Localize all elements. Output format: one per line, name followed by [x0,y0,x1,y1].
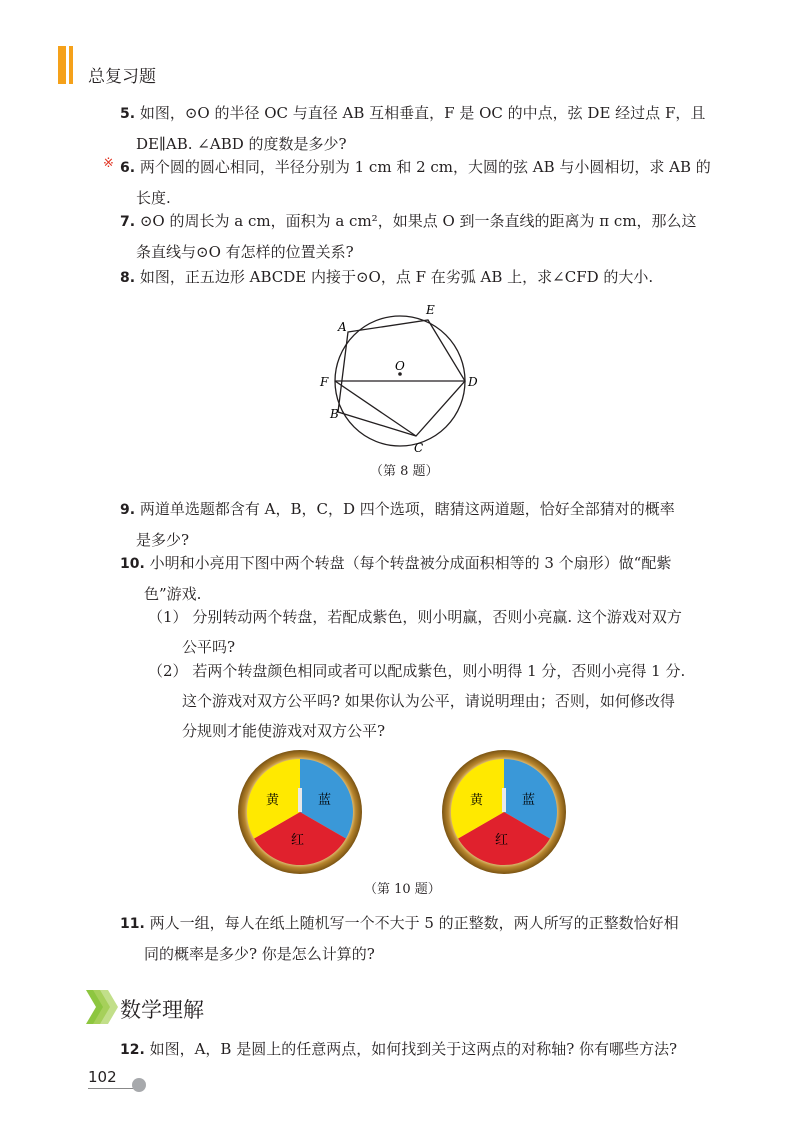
spinner-pointer [502,788,506,812]
question-text: 如图，⊙O 的半径 OC 与直径 AB 互相垂直，F 是 OC 的中点，弦 DE 经过点 F，且 [139,104,706,122]
label-blue: 蓝 [522,793,536,808]
part-text: 公平吗? [182,638,236,656]
label-e: E [426,303,435,317]
question-11 [120,908,720,969]
page-number-underline [88,1088,134,1089]
question-text: ⊙O 的周长为 a cm，面积为 a cm²，如果点 O 到一条直线的距离为 π cm，那么这 [139,212,697,230]
label-blue: 蓝 [318,793,332,808]
question-text: 同的概率是多少? 你是怎么计算的? [144,945,375,963]
label-red: 红 [495,833,509,848]
question-number: 12. [120,1042,145,1058]
question-text: 条直线与⊙O 有怎样的位置关系? [136,243,354,261]
label-yellow: 黄 [266,793,280,808]
spinner-1 [238,750,362,874]
question-text: 小明和小亮用下图中两个转盘（每个转盘被分成面积相等的 3 个扇形）做“配紫 [149,554,672,572]
question-9 [120,494,720,555]
question-text: 两道单选题都含有 A，B，C，D 四个选项，瞎猜这两道题，恰好全部猜对的概率 [139,500,675,518]
question-text: DE∥AB. ∠ABD 的度数是多少? [136,135,347,153]
challenge-mark: ※ [103,156,114,171]
question-12 [120,1034,720,1065]
spinner-pointer [298,788,302,812]
page-number: 102 [88,1068,117,1086]
question-text: 如图，正五边形 ABCDE 内接于⊙O，点 F 在劣弧 AB 上，求∠CFD 的大小. [139,268,654,286]
question-5 [120,98,720,159]
question-text: 色”游戏. [144,585,202,603]
section-title: 数学理解 [120,998,204,1022]
page-dot-icon [132,1078,146,1092]
segment-fc [335,381,416,436]
question-number: 7. [120,214,136,230]
question-text: 长度. [136,189,171,207]
question-number: 5. [120,106,136,122]
label-b: B [330,407,339,421]
part-label: （1） [148,608,188,626]
question-text: 是多少? [136,531,190,549]
question-7 [120,206,720,267]
header-accent-bar [58,46,66,84]
label-d: D [468,375,478,389]
part-text: 分规则才能使游戏对双方公平? [182,722,386,740]
part-text: 这个游戏对双方公平吗? 如果你认为公平，请说明理由；否则，如何修改得 [182,692,675,710]
label-yellow: 黄 [470,793,484,808]
header-accent-bar-thin [69,46,73,84]
label-a: A [338,320,347,334]
part-text: 若两个转盘颜色相同或者可以配成紫色，则小明得 1 分，否则小亮得 1 分. [192,662,686,680]
pentagon-abcde [338,320,465,436]
label-c: C [414,441,424,455]
spinner-2 [442,750,566,874]
page-section-title: 总复习题 [88,67,156,87]
question-number: 8. [120,270,136,286]
question-6 [120,152,720,213]
figure-8-caption: （第 8 题） [370,464,439,479]
question-text: 如图，A，B 是圆上的任意两点，如何找到关于这两点的对称轴? 你有哪些方法? [149,1040,678,1058]
question-number: 11. [120,916,145,932]
question-8 [120,262,720,293]
question-10 [120,548,720,609]
part-text: 分别转动两个转盘，若配成紫色，则小明赢，否则小亮赢. 这个游戏对双方 [192,608,682,626]
figure-10-caption: （第 10 题） [364,882,441,897]
question-number: 9. [120,502,136,518]
section-chevron-icon [86,990,118,1024]
question-number: 10. [120,556,145,572]
question-text: 两个圆的圆心相同，半径分别为 1 cm 和 2 cm，大圆的弦 AB 与小圆相切，求 AB 的 [139,158,711,176]
question-number: 6. [120,160,136,176]
figure-8-pentagon [310,298,490,458]
question-10-part-1 [148,602,718,662]
label-red: 红 [291,833,305,848]
question-text: 两人一组，每人在纸上随机写一个不大于 5 的正整数，两人所写的正整数恰好相 [149,914,679,932]
label-o: O [395,359,405,373]
question-10-part-2 [148,656,718,746]
label-f: F [320,375,329,389]
part-label: （2） [148,662,188,680]
